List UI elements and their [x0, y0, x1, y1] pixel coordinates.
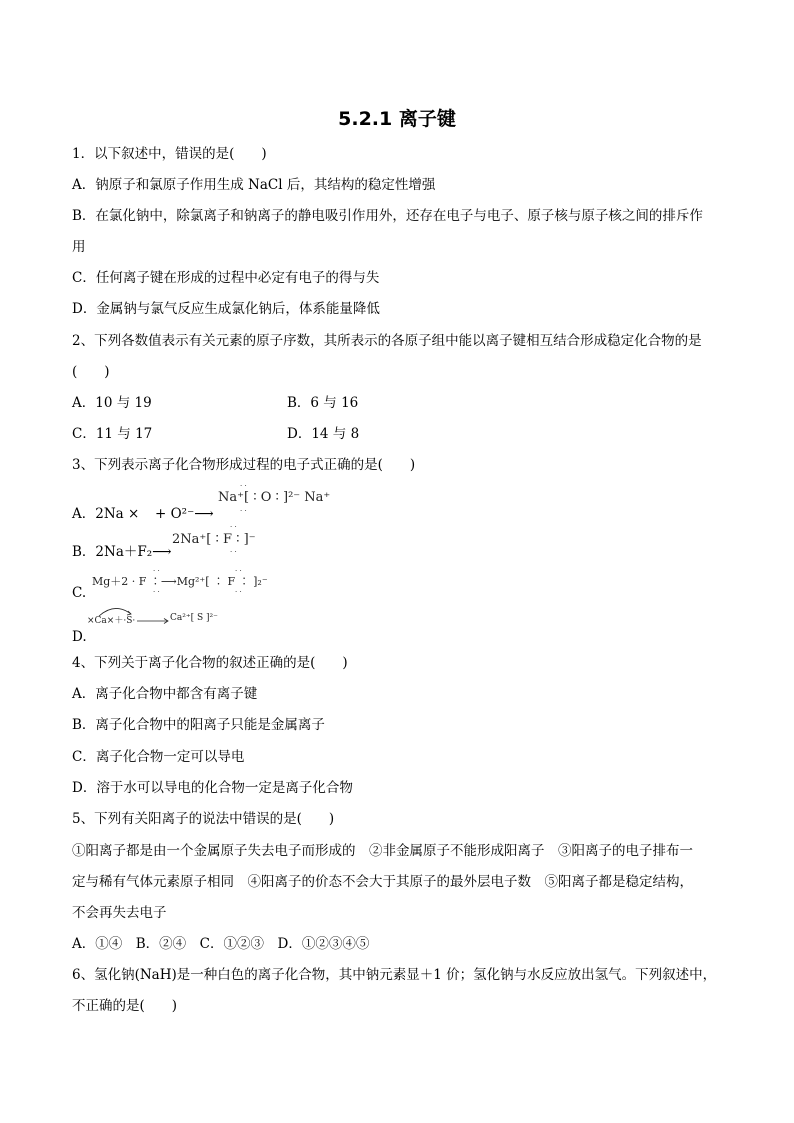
- q3-option-b-prefix: B．2Na＋F₂⟶: [72, 544, 172, 560]
- q2-option-a: A．10 与 19: [72, 395, 152, 411]
- q1-option-b-line1: B．在氯化钠中，除氯离子和钠离子的静电吸引作用外，还存在电子与电子、原子核与原子核之间的排斥作: [72, 208, 703, 224]
- electron-dots: · ·: [235, 588, 242, 596]
- q3-option-a-prefix: A．2Na ×: [72, 506, 140, 522]
- q2-option-c: C．11 与 17: [72, 426, 153, 442]
- page-title: 5.2.1 离子键: [338, 108, 456, 130]
- q5-statements-line1: ①阳离子都是由一个金属原子失去电子而形成的 ②非金属原子不能形成阳离子 ③阳离子的电子排布一: [72, 843, 693, 859]
- q1-option-c: C．任何离子键在形成的过程中必定有电子的得与失: [72, 270, 380, 286]
- q3-option-a-product: Na⁺[ ∶ O ∶ ]²⁻ Na⁺: [218, 490, 331, 505]
- q3-option-c-label: C.: [72, 585, 87, 601]
- q2-option-b: B．6 与 16: [287, 395, 359, 411]
- q6-stem-line1: 6、氢化钠(NaH)是一种白色的离子化合物，其中钠元素显＋1 价；氢化钠与水反应放出氢气。下列叙述中，: [72, 967, 717, 983]
- q2-option-d: D．14 与 8: [287, 426, 360, 442]
- q5-statements-line3: 不会再失去电子: [72, 905, 167, 921]
- q4-option-d: D．溶于水可以导电的化合物一定是离子化合物: [72, 780, 353, 796]
- q4-stem: 4、下列关于离子化合物的叙述正确的是( ): [72, 655, 348, 671]
- q4-option-a: A．离子化合物中都含有离子键: [72, 686, 258, 702]
- q5-statements-line2: 定与稀有气体元素原子相同 ④阳离子的价态不会大于其原子的最外层电子数 ⑤阳离子都是稳定结构，: [72, 874, 693, 890]
- q3-option-d-label: D.: [72, 629, 87, 645]
- q1-option-b-line2: 用: [72, 239, 86, 255]
- electron-dots: · ·: [240, 507, 247, 515]
- q3-stem: 3、下列表示离子化合物形成过程的电子式正确的是( ): [72, 457, 416, 473]
- q5-stem: 5、下列有关阳离子的说法中错误的是( ): [72, 811, 335, 827]
- q4-option-c: C．离子化合物一定可以导电: [72, 749, 245, 765]
- q3-option-a-arrow: + O²⁻⟶: [155, 506, 214, 522]
- q3-option-d-formula-left: ×Ca×＋·S·: [87, 616, 136, 626]
- q2-stem: 2、下列各数值表示有关元素的原子序数，其所表示的各原子组中能以离子键相互结合形成稳定化合物的是: [72, 333, 702, 349]
- q2-stem-line2: ( ): [72, 364, 110, 380]
- q3-option-c-formula: Mg＋2 · F ∶⟶Mg²⁺[ ∶ F ∶ ]₂⁻: [92, 575, 268, 588]
- electron-dots: · ·: [240, 482, 247, 490]
- q5-options: A．①④ B．②④ C．①②③ D．①②③④⑤: [72, 936, 370, 952]
- electron-dots: · ·: [235, 567, 242, 575]
- q3-option-b-product: 2Na⁺[ ∶ F ∶ ]⁻: [172, 532, 256, 547]
- q3-option-d-formula-right: Ca²⁺[ S ]²⁻: [170, 613, 218, 623]
- q4-option-b: B．离子化合物中的阳离子只能是金属离子: [72, 717, 325, 733]
- electron-dots: · ·: [153, 588, 160, 596]
- q1-option-a: A．钠原子和氯原子作用生成 NaCl 后，其结构的稳定性增强: [72, 177, 436, 193]
- electron-dots: · ·: [230, 548, 237, 556]
- electron-dots: · ·: [153, 567, 160, 575]
- q1-option-d: D．金属钠与氯气反应生成氯化钠后，体系能量降低: [72, 301, 380, 317]
- q6-stem-line2: 不正确的是( ): [72, 998, 178, 1014]
- electron-dots: · ·: [230, 523, 237, 531]
- q1-stem: 1．以下叙述中，错误的是( ): [72, 146, 267, 162]
